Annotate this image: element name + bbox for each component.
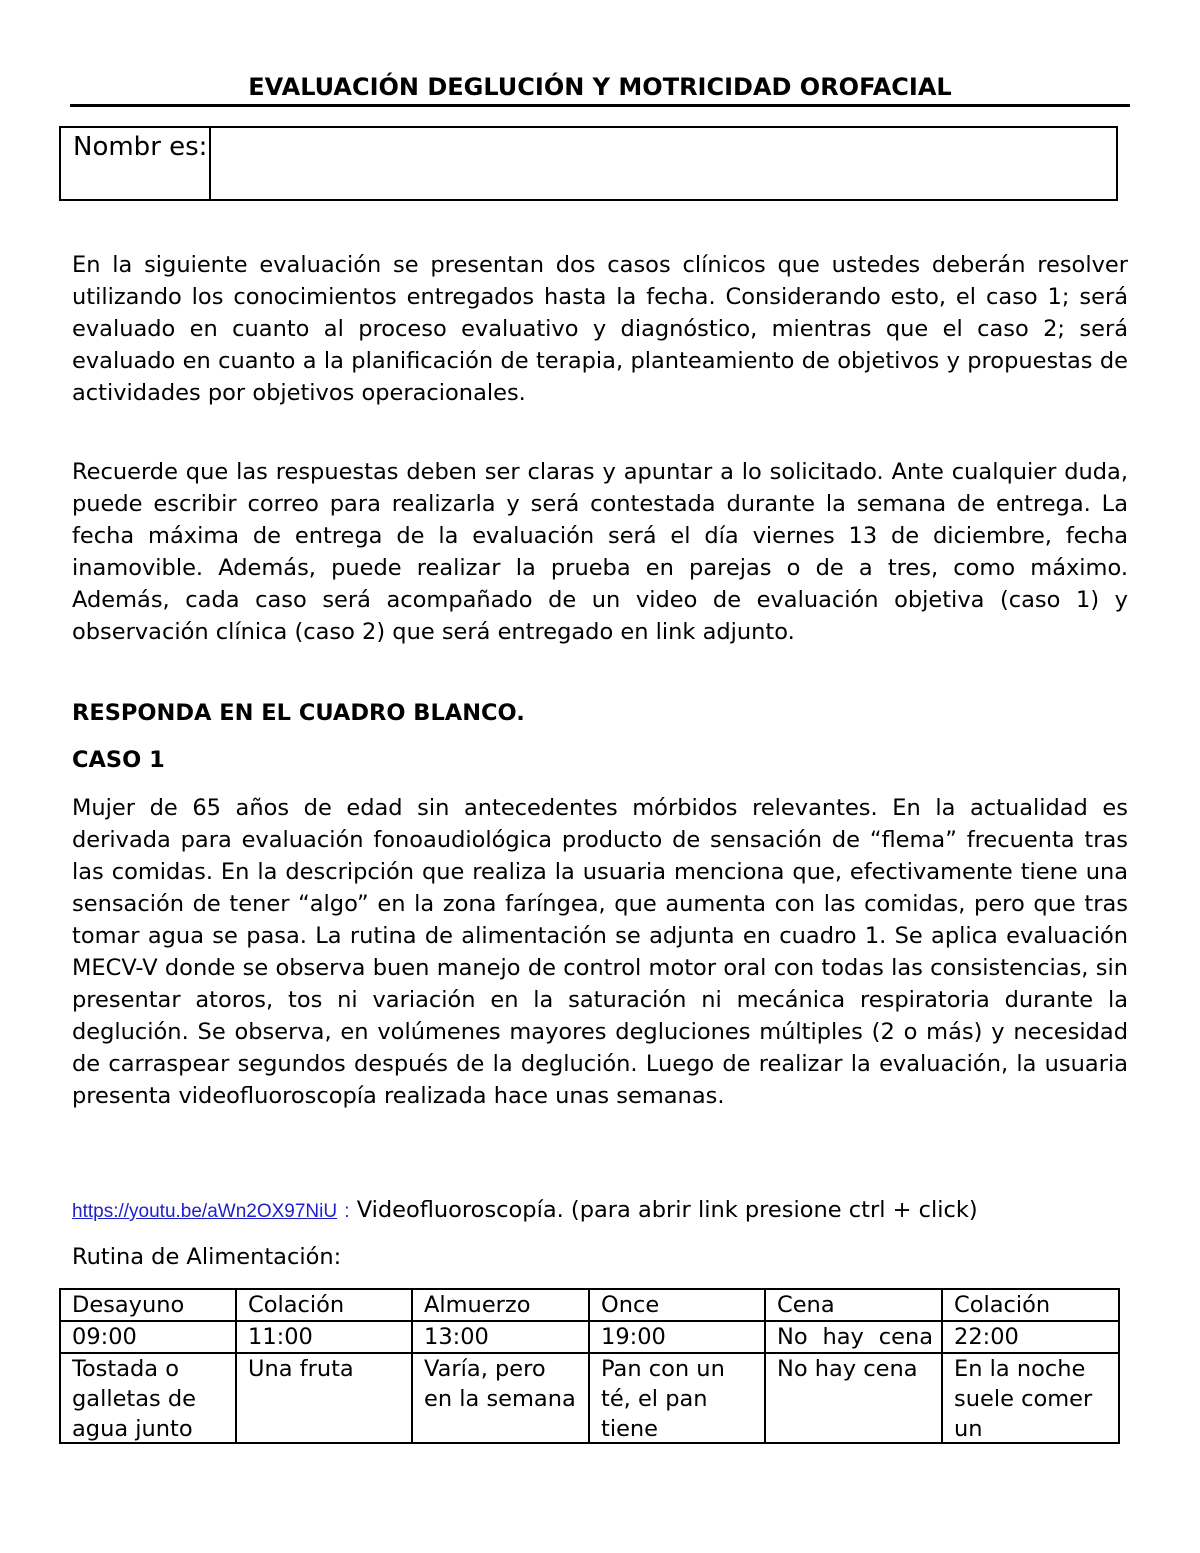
case-1-heading: CASO 1 [72, 747, 165, 773]
header-cell: Once [589, 1289, 765, 1321]
food-cell: En la noche suele comer un [954, 1356, 1093, 1442]
header-cell: Desayuno [60, 1289, 236, 1321]
name-input-box[interactable] [210, 127, 1117, 200]
food-cell: Una fruta [248, 1356, 354, 1382]
instruction-heading: RESPONDA EN EL CUADRO BLANCO. [72, 700, 525, 726]
link-separator: : [344, 1201, 350, 1222]
title-underline [70, 104, 1130, 107]
name-field-table [59, 126, 1118, 201]
header-cell: Almuerzo [412, 1289, 589, 1321]
header-cell: Cena [765, 1289, 942, 1321]
table-row [60, 1321, 1119, 1353]
video-link[interactable]: https://youtu.be/aWn2OX97NiU [72, 1201, 338, 1222]
routine-heading: Rutina de Alimentación: [72, 1244, 342, 1270]
time-cell: 13:00 [412, 1321, 589, 1353]
food-cell: Tostada o galletas de agua junto [72, 1356, 197, 1442]
table-header-row [60, 1289, 1119, 1321]
case-1-description: Mujer de 65 años de edad sin antecedentes mórbidos relevantes. En la actualidad es derivada para evaluación fonoaudiológica producto de sensación de “flema” frecuenta tras las comidas. En la descripción que realiza la usuaria menciona que, efectivamente tiene una sensación de tener “algo” en la zona faríngea, que aumenta con las comidas, pero que tras tomar agua se pasa. La rutina de alimentación se adjunta en cuadro 1. Se aplica evaluación MECV-V donde se observa buen manejo de control motor oral con todas las consistencias, sin presentar atoros, tos ni variación en la saturación ni mecánica respiratoria durante la deglución. Se observa, en volúmenes mayores degluciones múltiples (2 o más) y necesidad de carraspear segundos después de la deglución. Luego de realizar la evaluación, la usuaria presenta videofluoroscopía realizada hace unas semanas. [72, 795, 1128, 1109]
intro-paragraph-2: Recuerde que las respuestas deben ser claras y apuntar a lo solicitado. Ante cualquier duda, puede escribir correo para realizarla y será contestada durante la semana de entrega. La fecha máxima de entrega de la evaluación será el día viernes 13 de diciembre, fecha inamovible. Además, puede realizar la prueba en parejas o de a tres, como máximo. Además, cada caso será acompañado de un video de evaluación objetiva (caso 1) y observación clínica (caso 2) que será entregado en link adjunto. [72, 459, 1128, 645]
food-cell: Pan con un té, el pan tiene [601, 1356, 725, 1442]
time-cell: 19:00 [589, 1321, 765, 1353]
name-label: Nombr es: [60, 127, 210, 200]
table-row [60, 1353, 1119, 1443]
header-cell: Colación [236, 1289, 412, 1321]
time-cell: No hay cena [765, 1321, 942, 1353]
time-cell: 11:00 [236, 1321, 412, 1353]
header-cell: Colación [942, 1289, 1119, 1321]
document-title: EVALUACIÓN DEGLUCIÓN Y MOTRICIDAD OROFACIAL [248, 73, 952, 101]
video-link-line [72, 1194, 1128, 1228]
video-link-description: Videofluoroscopía. (para abrir link presione ctrl + click) [356, 1197, 978, 1223]
feeding-routine-table [59, 1288, 1120, 1444]
intro-paragraph-1: En la siguiente evaluación se presentan dos casos clínicos que ustedes deberán resolver utilizando los conocimientos entregados hasta la fecha. Considerando esto, el caso 1; será evaluado en cuanto al proceso evaluativo y diagnóstico, mientras que el caso 2; será evaluado en cuanto a la planificación de terapia, planteamiento de objetivos y propuestas de actividades por objetivos operacionales. [72, 252, 1128, 406]
food-cell: Varía, pero en la semana [424, 1356, 576, 1412]
time-cell: 09:00 [60, 1321, 236, 1353]
time-cell: 22:00 [942, 1321, 1119, 1353]
food-cell: No hay cena [777, 1356, 918, 1382]
